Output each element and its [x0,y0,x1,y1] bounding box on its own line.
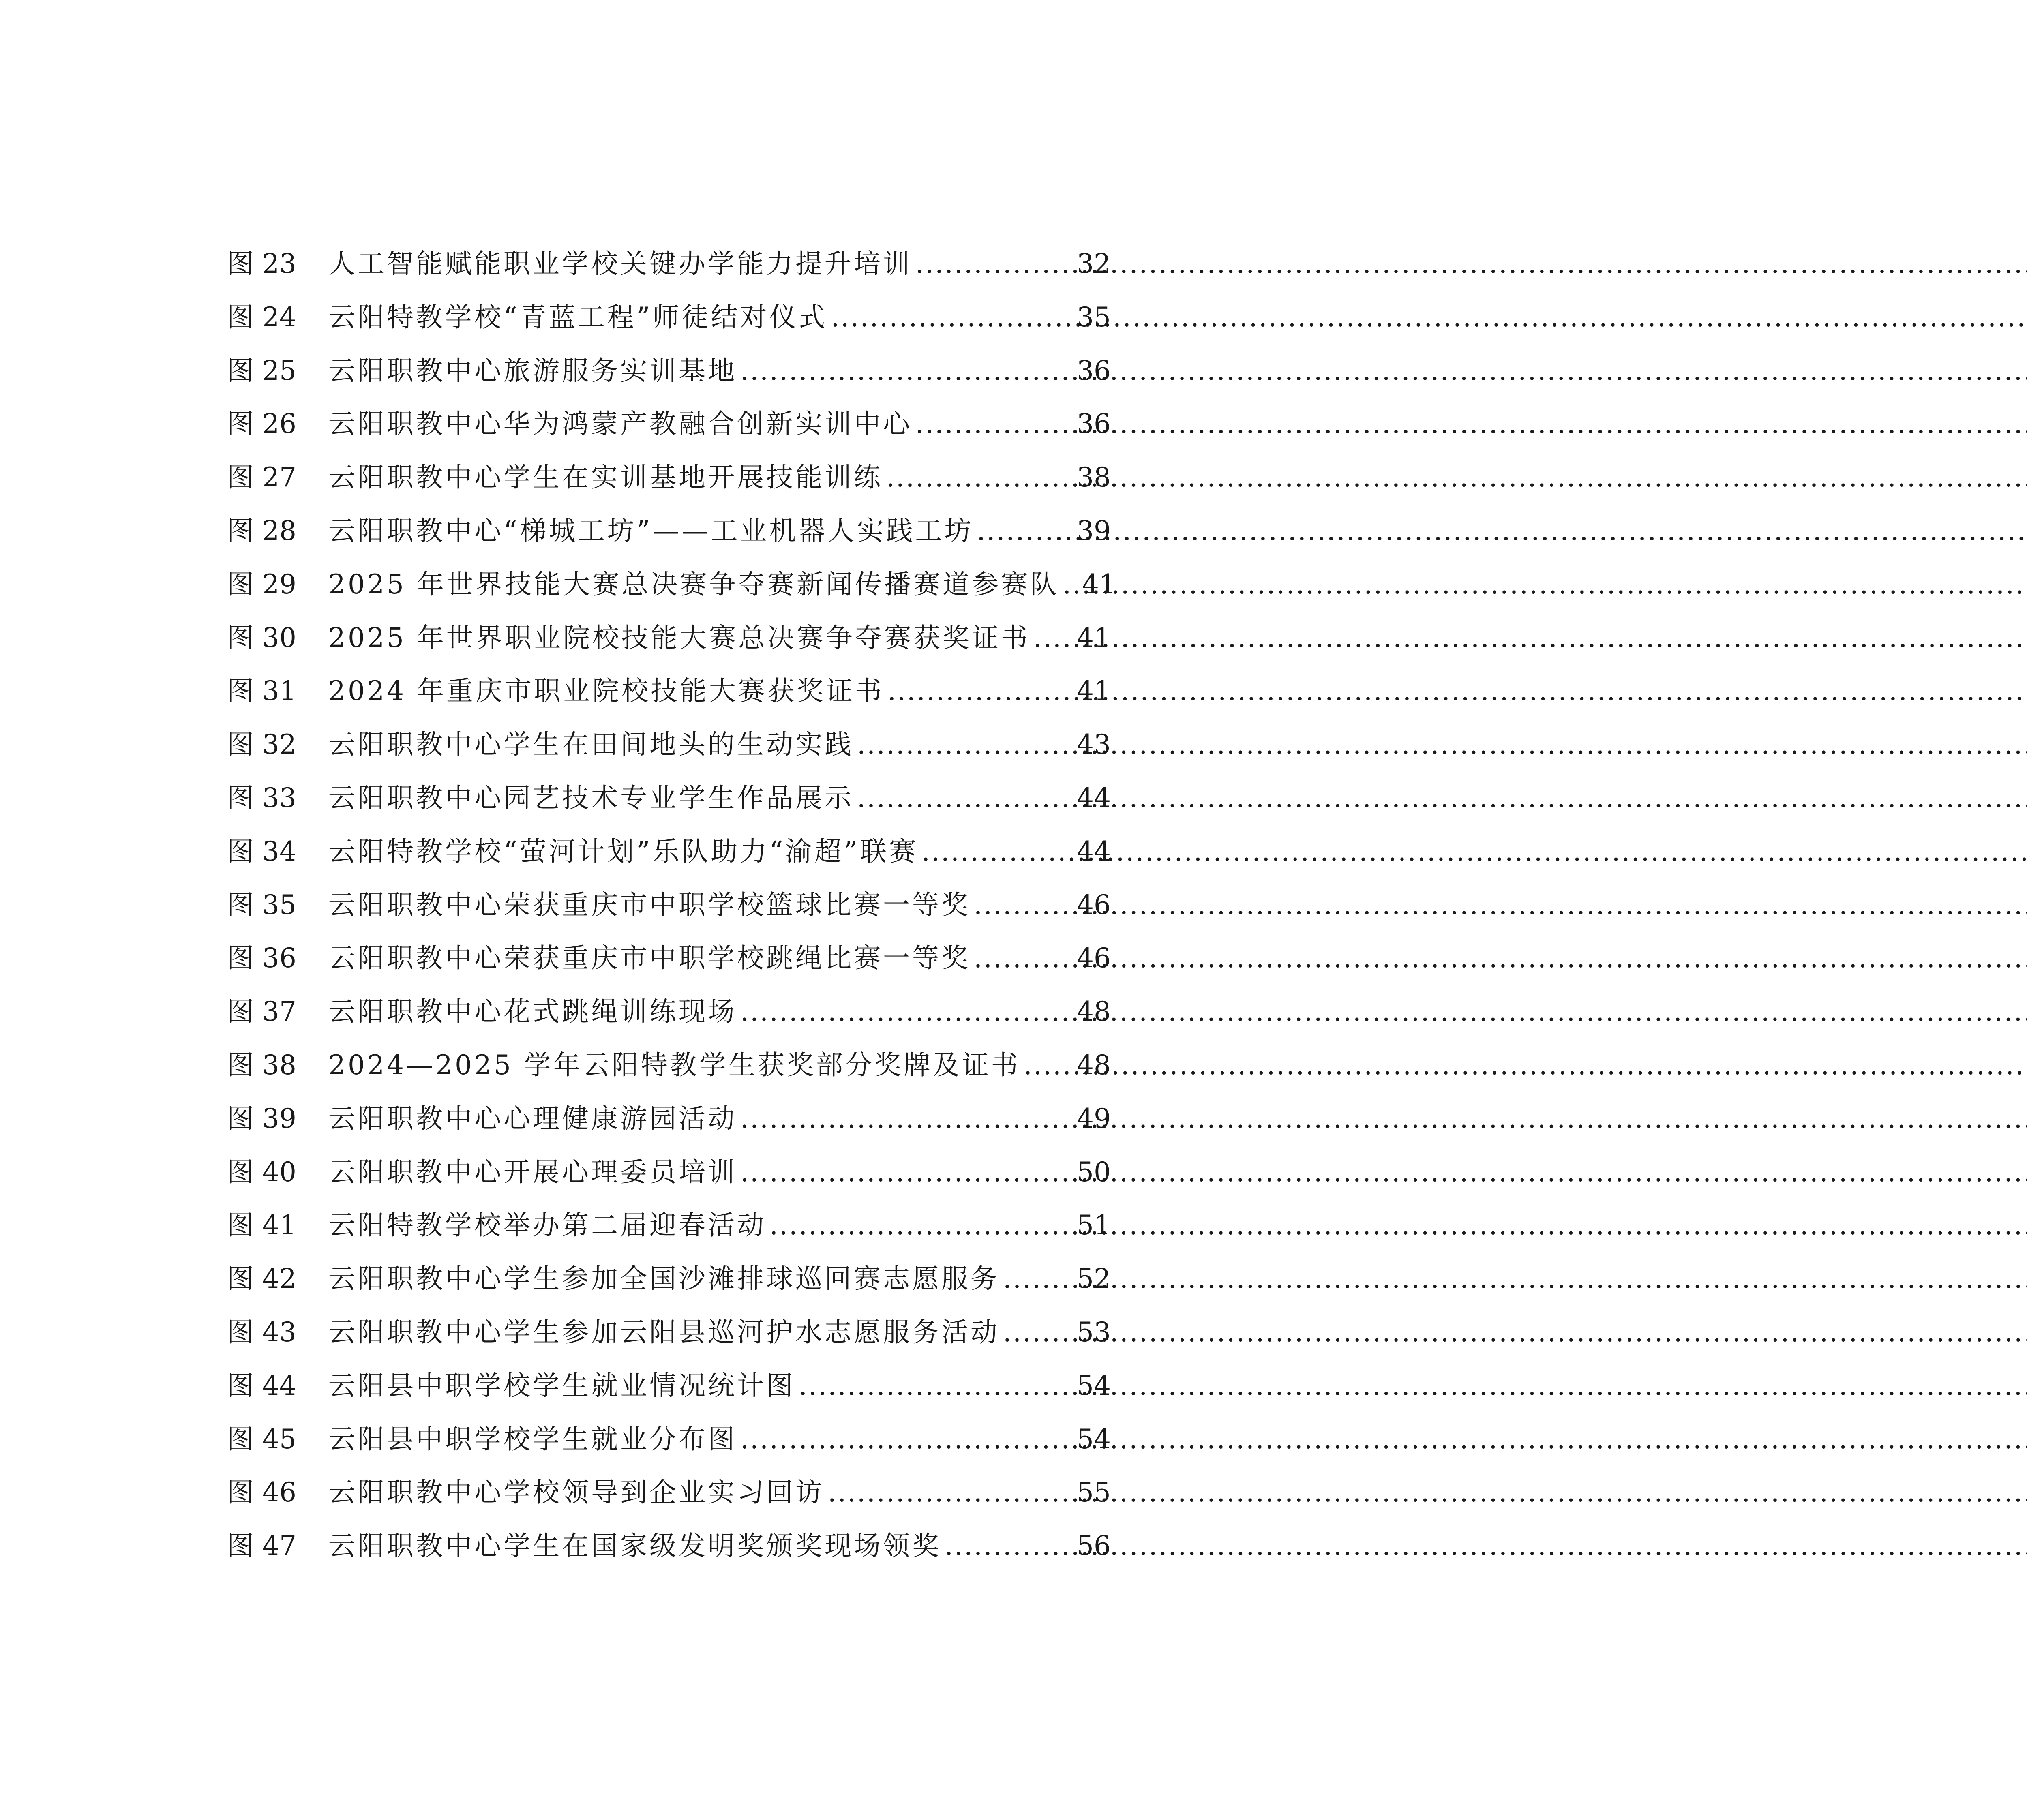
figure-number: 图 42 [227,1263,296,1295]
dot-leader [740,344,1073,398]
page-number: 56 [1077,1530,1111,1562]
figure-number: 图 45 [227,1423,296,1455]
page-number: 36 [1077,408,1111,440]
dot-leader [740,1146,1073,1199]
toc-entry[interactable] [227,1413,1111,1466]
dot-leader [740,1092,1073,1146]
dot-leader [915,397,1073,451]
figure-number: 图 30 [227,622,296,653]
figure-number: 图 23 [227,248,296,279]
page-number: 54 [1077,1423,1111,1455]
dot-leader [799,1359,1073,1413]
page-number: 32 [1077,248,1111,279]
toc-entry[interactable] [227,558,1116,611]
dot-leader [1003,1252,1073,1306]
figure-title: 人工智能赋能职业学校关键办学能力提升培训 [328,248,912,279]
figure-number: 图 41 [227,1210,296,1241]
toc-entry[interactable] [227,1038,1111,1092]
page-number: 48 [1077,1049,1111,1081]
toc-entry[interactable] [227,1092,1111,1146]
figure-title: 云阳职教中心“梯城工坊”——工业机器人实践工坊 [328,515,974,546]
figure-number: 图 47 [227,1530,296,1562]
figure-number: 图 34 [227,835,296,867]
dot-leader [887,664,1073,718]
figure-number: 图 31 [227,675,296,707]
toc-entry[interactable] [227,1519,1111,1573]
page-number: 51 [1077,1210,1111,1241]
figure-number: 图 27 [227,462,296,493]
page-number: 55 [1077,1477,1111,1508]
toc-entry[interactable] [227,504,1111,558]
figure-number: 图 43 [227,1316,296,1348]
dot-leader [974,931,1073,985]
figure-title: 云阳特教学校举办第二届迎春活动 [328,1210,766,1241]
figure-number: 图 32 [227,729,296,760]
figure-title: 云阳职教中心荣获重庆市中职学校篮球比赛一等奖 [328,889,971,921]
page-number: 52 [1077,1263,1111,1295]
toc-entry[interactable] [227,291,1111,344]
figure-title: 云阳职教中心学生在田间地头的生动实践 [328,729,854,760]
figure-title: 云阳特教学校“青蓝工程”师徒结对仪式 [328,301,828,333]
toc-entry[interactable] [227,1359,1111,1413]
toc-entry[interactable] [227,771,1111,825]
figure-number: 图 26 [227,408,296,440]
toc-entry[interactable] [227,1466,1111,1519]
page-number: 46 [1077,889,1111,921]
page-number: 46 [1077,942,1111,974]
toc-entry[interactable] [227,1146,1111,1199]
figure-number: 图 29 [227,568,296,600]
page-number: 35 [1077,301,1111,333]
figure-list [227,237,1116,1573]
figure-number: 图 36 [227,942,296,974]
figure-title: 云阳县中职学校学生就业分布图 [328,1423,737,1455]
page-number: 36 [1077,355,1111,386]
dot-leader [769,1199,1073,1252]
figure-number: 图 39 [227,1103,296,1134]
figure-title: 云阳职教中心学生在实训基地开展技能训练 [328,462,883,493]
figure-title: 云阳职教中心学生在国家级发明奖颁奖现场领奖 [328,1530,941,1562]
dot-leader [740,985,1073,1038]
dot-leader [1063,558,1079,611]
page-number: 41 [1077,622,1111,653]
dot-leader [1033,611,1073,665]
figure-number: 图 33 [227,782,296,814]
page-number: 41 [1077,675,1111,707]
toc-entry[interactable] [227,931,1111,985]
page-number: 44 [1077,782,1111,814]
toc-entry[interactable] [227,344,1111,398]
dot-leader [1024,1038,1073,1092]
figure-number: 图 38 [227,1049,296,1081]
dot-leader [915,237,1073,291]
dot-leader [921,825,1073,878]
figure-title: 2024—2025 学年云阳特教学生获奖部分奖牌及证书 [328,1049,1020,1081]
page-number: 41 [1082,568,1116,600]
figure-title: 2025 年世界技能大赛总决赛争夺赛新闻传播赛道参赛队 [328,568,1059,600]
figure-title: 云阳职教中心学生参加全国沙滩排球巡回赛志愿服务 [328,1263,1000,1295]
toc-entry[interactable] [227,1306,1111,1359]
dot-leader [740,1413,1073,1466]
toc-entry[interactable] [227,451,1111,504]
figure-title: 云阳职教中心旅游服务实训基地 [328,355,737,386]
figure-title: 云阳特教学校“萤河计划”乐队助力“渝超”联赛 [328,835,918,867]
dot-leader [977,504,1073,558]
dot-leader [1003,1306,1073,1359]
figure-title: 2024 年重庆市职业院校技能大赛获奖证书 [328,675,884,707]
figure-title: 云阳职教中心园艺技术专业学生作品展示 [328,782,854,814]
figure-number: 图 37 [227,996,296,1028]
toc-entry[interactable] [227,1199,1111,1252]
figure-number: 图 44 [227,1370,296,1401]
dot-leader [857,718,1073,771]
page-number: 43 [1077,729,1111,760]
figure-title: 云阳职教中心心理健康游园活动 [328,1103,737,1134]
figure-title: 云阳职教中心花式跳绳训练现场 [328,996,737,1028]
page-number: 50 [1077,1156,1111,1188]
figure-title: 云阳县中职学校学生就业情况统计图 [328,1370,795,1401]
toc-entry[interactable] [227,985,1111,1038]
toc-entry[interactable] [227,611,1111,665]
page-number: 54 [1077,1370,1111,1401]
dot-leader [828,1466,1073,1519]
figure-title: 云阳职教中心学生参加云阳县巡河护水志愿服务活动 [328,1316,1000,1348]
figure-title: 云阳职教中心学校领导到企业实习回访 [328,1477,825,1508]
dot-leader [831,291,1073,344]
figure-title: 2025 年世界职业院校技能大赛总决赛争夺赛获奖证书 [328,622,1030,653]
figure-number: 图 25 [227,355,296,386]
toc-entry[interactable] [227,878,1111,932]
toc-entry[interactable] [227,397,1111,451]
toc-entry[interactable] [227,825,1111,878]
page-number: 49 [1077,1103,1111,1134]
page-number: 53 [1077,1316,1111,1348]
toc-entry[interactable] [227,237,1111,291]
dot-leader [886,451,1073,504]
toc-entry[interactable] [227,1252,1111,1306]
dot-leader [974,878,1073,932]
page-number: 44 [1077,835,1111,867]
page-number: 39 [1077,515,1111,546]
figure-number: 图 40 [227,1156,296,1188]
toc-entry[interactable] [227,718,1111,771]
dot-leader [945,1519,1073,1573]
figure-title: 云阳职教中心荣获重庆市中职学校跳绳比赛一等奖 [328,942,971,974]
dot-leader [857,771,1073,825]
figure-title: 云阳职教中心开展心理委员培训 [328,1156,737,1188]
figure-number: 图 35 [227,889,296,921]
page-number: 48 [1077,996,1111,1028]
figure-number: 图 24 [227,301,296,333]
figure-number: 图 46 [227,1477,296,1508]
toc-entry[interactable] [227,664,1111,718]
figure-title: 云阳职教中心华为鸿蒙产教融合创新实训中心 [328,408,912,440]
page-number: 38 [1077,462,1111,493]
figure-number: 图 28 [227,515,296,546]
